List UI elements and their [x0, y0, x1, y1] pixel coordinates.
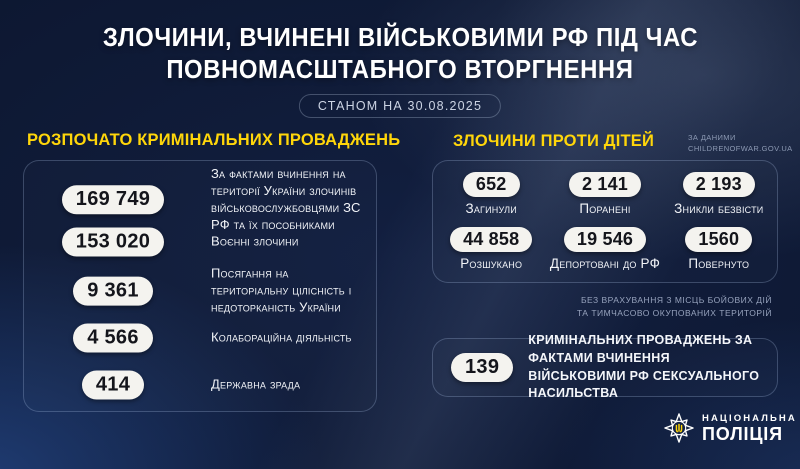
data-source-note — [688, 133, 798, 155]
police-logo-text — [702, 413, 797, 443]
as-of-date-badge: СТАНОМ НА 30.08.2025 — [299, 94, 501, 118]
stat-value-pill: 19 546 — [564, 227, 646, 252]
stat-label: Воєнні злочини — [211, 233, 299, 249]
children-section-title: ЗЛОЧИНИ ПРОТИ ДІТЕЙ — [453, 131, 655, 150]
stat-value-pill: 44 858 — [450, 227, 532, 252]
stat-row-treason — [38, 371, 366, 400]
stat-label: За фактами вчинення на території України злочинів військовослужбовцями ЗС РФ та їх пособниками — [211, 166, 361, 232]
stat-value-pill: 2 193 — [683, 172, 755, 197]
stat-cell-returned — [667, 227, 771, 273]
stat-label: Посягання на територіальну цілісність і недоторканість України — [211, 265, 352, 315]
stat-label: Державна зрада — [211, 376, 301, 392]
stat-row-war-crimes — [38, 228, 366, 257]
children-stats-panel — [432, 160, 778, 283]
children-stats-grid — [433, 161, 777, 282]
stat-label: Розшукано — [460, 256, 523, 271]
stat-label: Депортовані до РФ — [549, 256, 661, 271]
source-note-line: CHILDRENOFWAR.GOV.UA — [688, 143, 793, 153]
stat-cell-deported — [543, 227, 666, 273]
exclusions-footnote — [472, 294, 772, 320]
footnote-line: БЕЗ ВРАХУВАННЯ З МІСЦЬ БОЙОВИХ ДІЙ — [580, 295, 772, 305]
stat-label: Колабораційна діяльність — [211, 329, 352, 345]
stat-label: Зникли безвісти — [674, 201, 764, 216]
stat-value-pill: 153 020 — [62, 228, 164, 257]
logo-line-2: ПОЛІЦІЯ — [702, 424, 783, 444]
stat-cell-found — [439, 227, 543, 273]
stat-value-pill: 414 — [82, 371, 144, 400]
logo-line-1: НАЦІОНАЛЬНА — [702, 413, 797, 424]
stat-value-pill: 169 749 — [62, 186, 164, 215]
stat-value-pill: 2 141 — [569, 172, 641, 197]
stat-row-collaboration — [38, 324, 366, 353]
sexual-violence-panel — [432, 333, 778, 401]
criminal-proceedings-panel — [23, 160, 377, 412]
stat-value-pill: 652 — [463, 172, 520, 197]
stat-value-pill: 1560 — [685, 227, 752, 252]
stat-label: Поранені — [579, 201, 631, 216]
footnote-line: ТА ТИМЧАСОВО ОКУПОВАНИХ ТЕРИТОРІЙ — [576, 308, 772, 319]
source-note-line: ЗА ДАНИМИ — [688, 133, 736, 142]
title-line-1: ЗЛОЧИНИ, ВЧИНЕНІ ВІЙСЬКОВИМИ РФ ПІД ЧАС — [102, 22, 698, 52]
stat-row-territorial-integrity — [38, 266, 366, 317]
stat-label: Повернуто — [688, 256, 750, 271]
stat-cell-killed — [439, 172, 543, 218]
page-title — [0, 21, 800, 85]
stat-cell-wounded — [543, 172, 666, 218]
left-section-title: РОЗПОЧАТО КРИМІНАЛЬНИХ ПРОВАДЖЕНЬ — [27, 130, 401, 149]
stat-row-zsrf-crimes — [38, 166, 366, 234]
stat-value-pill: 4 566 — [73, 324, 153, 353]
stat-label: Загинули — [465, 201, 517, 216]
stat-label: КРИМІНАЛЬНИХ ПРОВАДЖЕНЬ ЗА ФАКТАМИ ВЧИНЕННЯ ВІЙСЬКОВИМИ РФ СЕКСУАЛЬНОГО НАСИЛЬСТВА — [528, 333, 760, 401]
stat-cell-missing — [667, 172, 771, 218]
national-police-logo — [664, 413, 797, 443]
title-line-2: ПОВНОМАСШТАБНОГО ВТОРГНЕННЯ — [166, 54, 634, 85]
stat-value-pill: 139 — [451, 353, 513, 382]
stat-value-pill: 9 361 — [73, 276, 153, 305]
police-badge-icon — [664, 413, 694, 443]
